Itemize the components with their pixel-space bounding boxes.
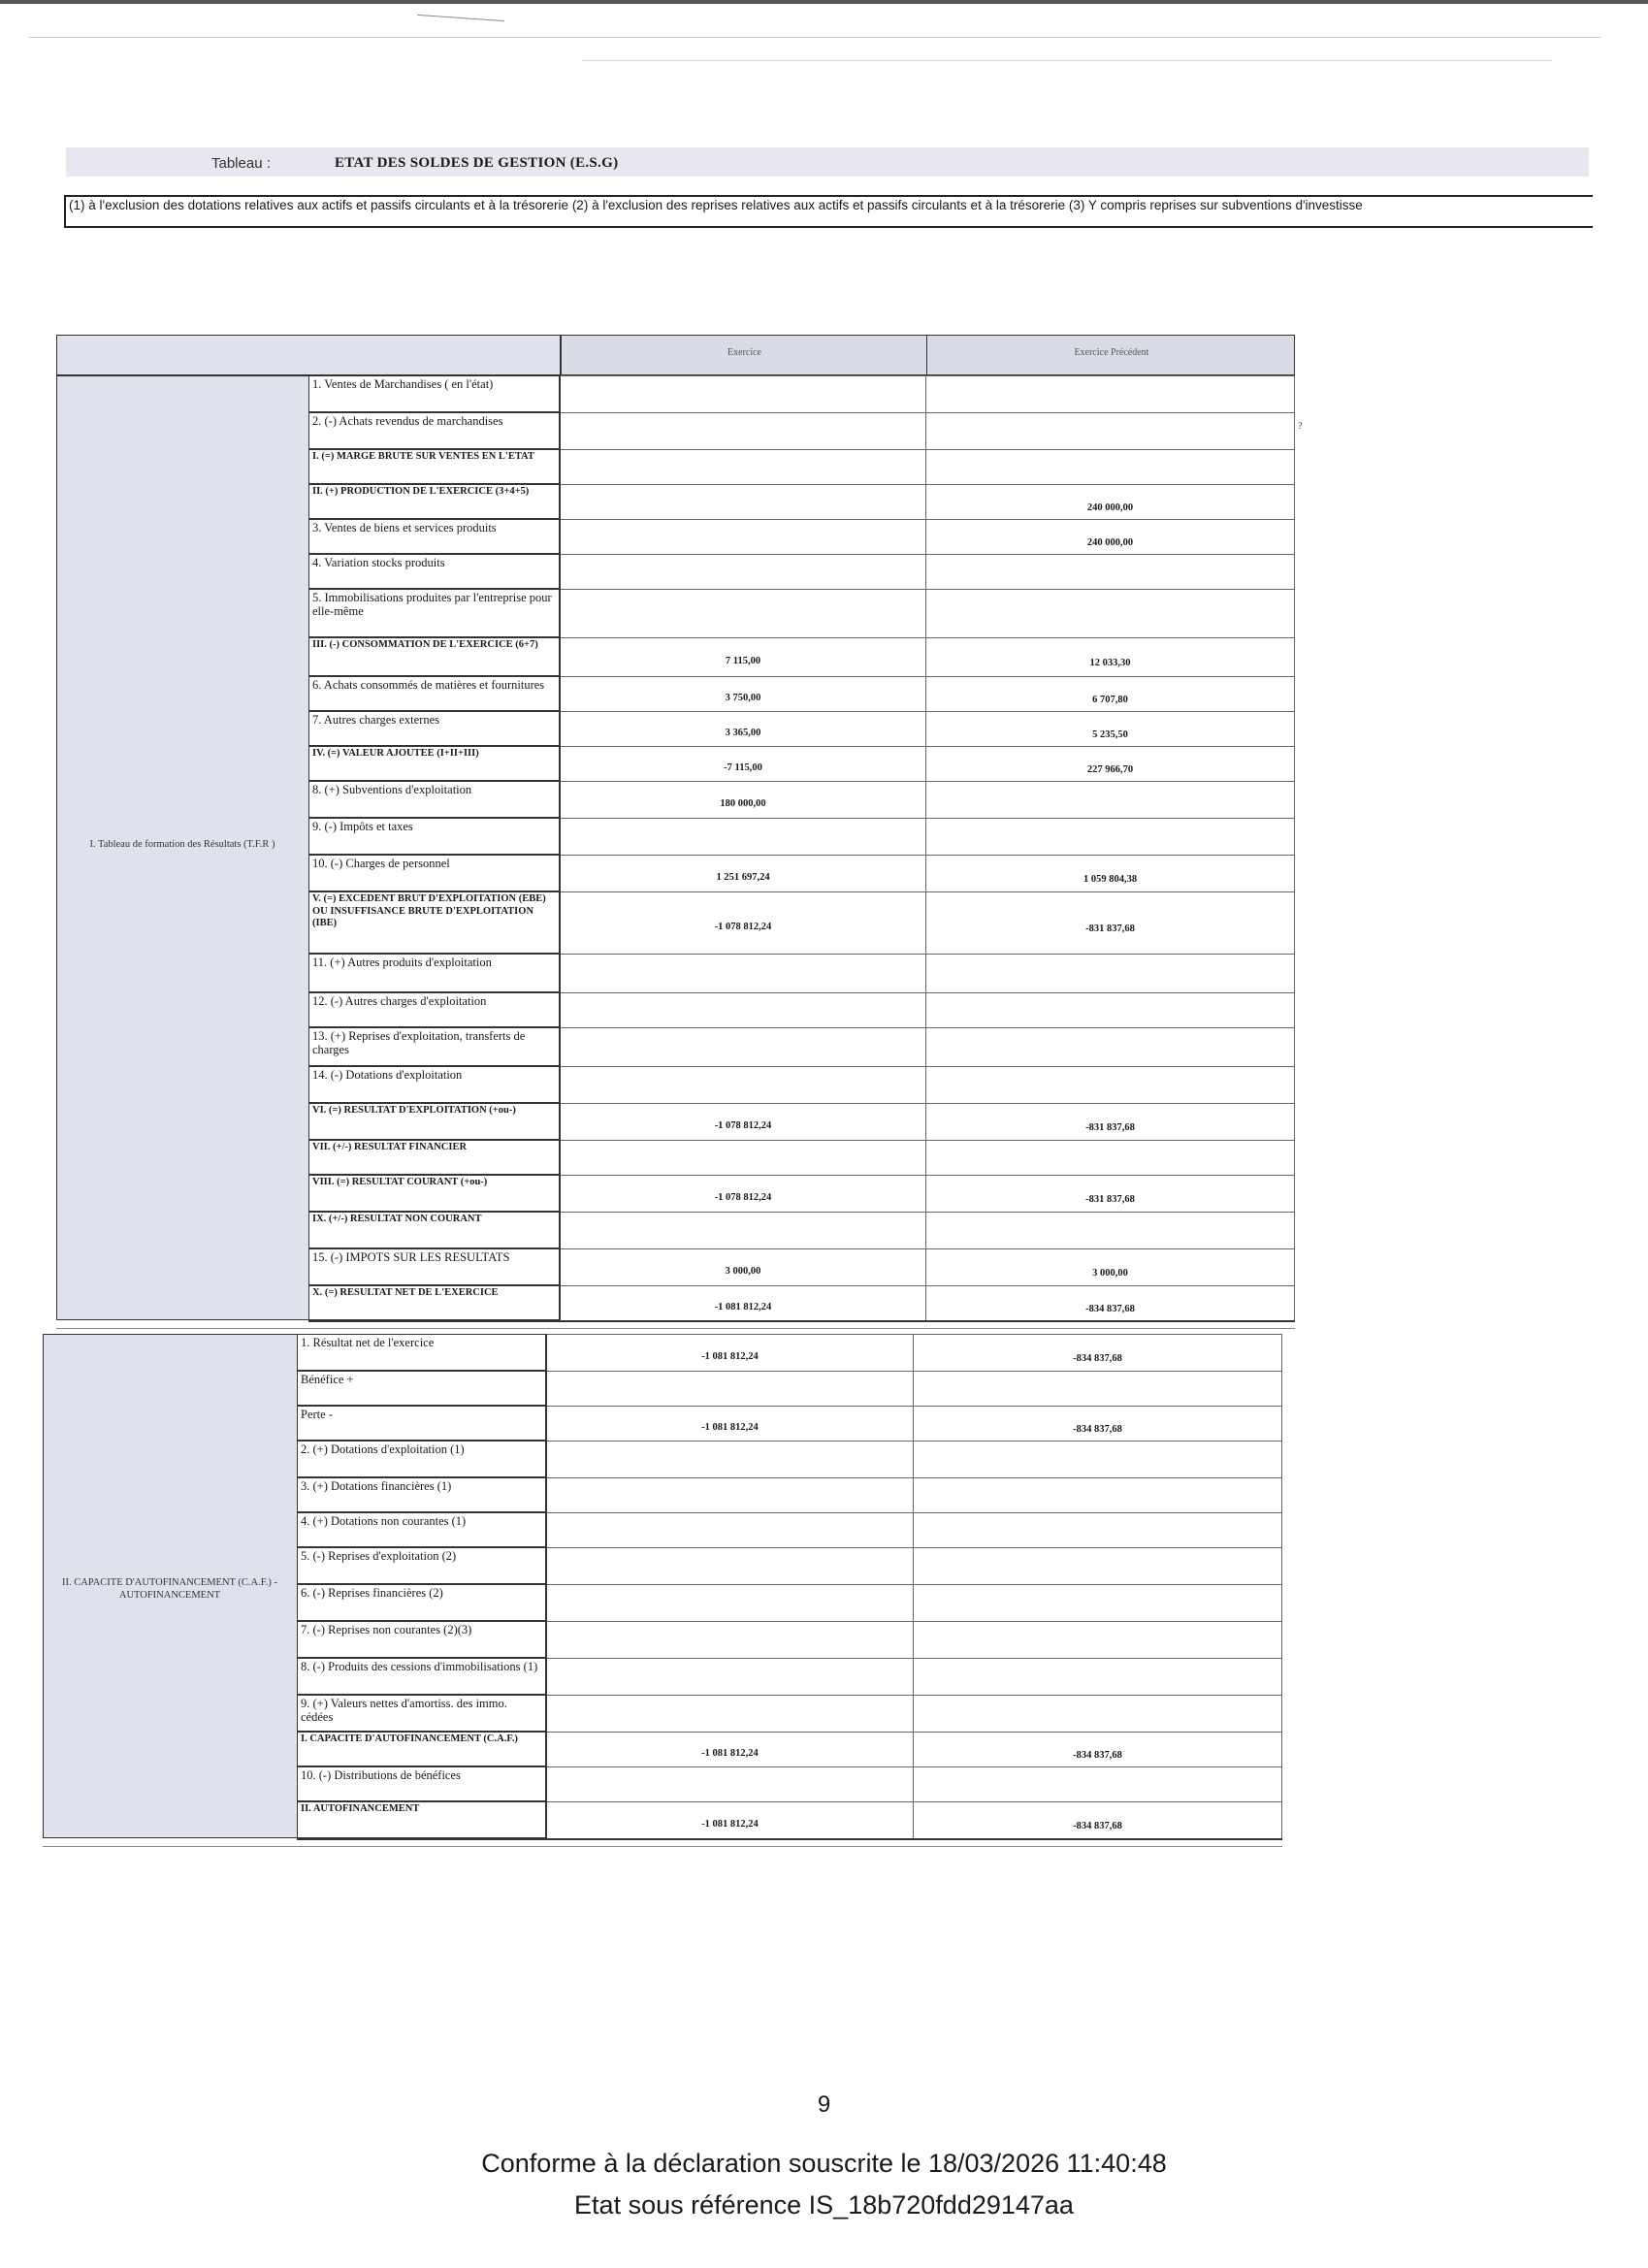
row-label: 1. Ventes de Marchandises ( en l'état)	[308, 375, 561, 412]
value-current	[561, 1175, 926, 1212]
value-previous	[926, 484, 1295, 519]
value-previous	[926, 1027, 1295, 1066]
row-label: X. (=) RESULTAT NET DE L'EXERCICE	[308, 1285, 561, 1320]
section-bottom-border	[308, 1320, 1295, 1322]
page-number: 9	[817, 2091, 831, 2118]
value-previous-text: 240 000,00	[1086, 502, 1134, 513]
value-previous	[914, 1512, 1282, 1547]
stray-mark: ?	[1298, 421, 1303, 432]
value-current-text: -1 081 812,24	[701, 1422, 759, 1433]
value-current	[547, 1512, 914, 1547]
value-previous	[926, 519, 1295, 554]
value-current	[547, 1766, 914, 1801]
tableau-header-band	[66, 147, 1589, 177]
value-current	[561, 746, 926, 781]
value-current	[561, 412, 926, 449]
row-label: 12. (-) Autres charges d'exploitation	[308, 992, 561, 1027]
value-current	[561, 1027, 926, 1066]
row-label: 9. (+) Valeurs nettes d'amortiss. des immo. cédées	[297, 1695, 547, 1732]
value-current	[561, 1103, 926, 1140]
value-previous-text: -831 837,68	[1085, 1122, 1135, 1133]
row-label: 8. (-) Produits des cessions d'immobilisations (1)	[297, 1658, 547, 1695]
value-previous	[914, 1658, 1282, 1695]
row-label: 4. (+) Dotations non courantes (1)	[297, 1512, 547, 1547]
value-previous-text: 6 707,80	[1092, 695, 1128, 705]
value-previous-text: 227 966,70	[1086, 764, 1134, 775]
tableau-title: ETAT DES SOLDES DE GESTION (E.S.G)	[335, 155, 619, 171]
value-current	[561, 554, 926, 589]
value-current	[547, 1695, 914, 1732]
value-current	[561, 449, 926, 484]
value-current-text: -1 081 812,24	[701, 1819, 759, 1830]
value-previous	[926, 412, 1295, 449]
conformity-statement: Conforme à la déclaration souscrite le 18/03/2026 11:40:48	[481, 2149, 1167, 2178]
value-current	[561, 1140, 926, 1175]
value-previous-text: -831 837,68	[1085, 923, 1135, 934]
column-divider	[561, 335, 562, 375]
value-current	[561, 676, 926, 711]
top-rule	[0, 0, 1648, 4]
value-previous	[926, 554, 1295, 589]
value-previous	[926, 449, 1295, 484]
value-current-text: -1 081 812,24	[714, 1302, 772, 1312]
value-current	[547, 1371, 914, 1406]
value-previous	[926, 855, 1295, 891]
scan-line	[582, 60, 1552, 61]
row-label: 1. Résultat net de l'exercice	[297, 1334, 547, 1371]
section-bottom-border	[43, 1846, 1282, 1847]
value-current	[561, 954, 926, 992]
row-label: 3. Ventes de biens et services produits	[308, 519, 561, 554]
value-previous	[914, 1584, 1282, 1621]
value-current	[547, 1477, 914, 1512]
row-label: 13. (+) Reprises d'exploitation, transferts de charges	[308, 1027, 561, 1066]
row-label: III. (-) CONSOMMATION DE L'EXERCICE (6+7)	[308, 637, 561, 676]
value-previous	[926, 992, 1295, 1027]
value-previous	[926, 676, 1295, 711]
value-current	[561, 818, 926, 855]
row-label: II. AUTOFINANCEMENT	[297, 1801, 547, 1838]
value-previous	[926, 1066, 1295, 1103]
row-label: 10. (-) Distributions de bénéfices	[297, 1766, 547, 1801]
section-bottom-border	[297, 1838, 1282, 1840]
value-current-text: -1 081 812,24	[701, 1748, 759, 1759]
value-previous-text: 3 000,00	[1092, 1268, 1128, 1279]
value-current-text: 7 115,00	[725, 656, 761, 666]
value-current-text: 3 750,00	[725, 693, 761, 703]
value-current	[547, 1732, 914, 1766]
scan-line	[29, 37, 1600, 38]
row-label: IV. (=) VALEUR AJOUTEE (I+II+III)	[308, 746, 561, 781]
value-previous	[926, 1175, 1295, 1212]
footnote-box	[64, 195, 1593, 228]
value-previous	[926, 711, 1295, 746]
row-label: IX. (+/-) RESULTAT NON COURANT	[308, 1212, 561, 1248]
value-current-text: -7 115,00	[724, 762, 762, 773]
value-previous	[914, 1695, 1282, 1732]
value-previous-text: 1 059 804,38	[1083, 874, 1138, 885]
value-previous	[914, 1406, 1282, 1441]
value-previous	[926, 375, 1295, 412]
footnote-text: (1) à l'exclusion des dotations relatives aux actifs et passifs circulants et à la trésorerie (2) à l'exclusion des reprises relatives aux actifs et passifs circulants et à la trésorerie (3) Y compris reprises sur subventions d'investisse	[69, 198, 1363, 212]
value-current	[547, 1441, 914, 1477]
value-previous	[914, 1766, 1282, 1801]
value-previous	[914, 1334, 1282, 1371]
value-previous	[926, 781, 1295, 818]
value-previous-text: 12 033,30	[1089, 658, 1131, 668]
row-label: 5. (-) Reprises d'exploitation (2)	[297, 1547, 547, 1584]
value-current	[547, 1801, 914, 1838]
row-label: VIII. (=) RESULTAT COURANT (+ou-)	[308, 1175, 561, 1212]
value-current-text: -1 081 812,24	[701, 1351, 759, 1362]
value-previous	[914, 1801, 1282, 1838]
value-previous	[926, 891, 1295, 954]
value-previous-text: 240 000,00	[1086, 537, 1134, 548]
row-label: 3. (+) Dotations financières (1)	[297, 1477, 547, 1512]
section-bottom-border	[56, 1328, 1295, 1329]
value-current	[561, 1066, 926, 1103]
value-previous-text: -834 837,68	[1073, 1821, 1122, 1831]
value-current	[561, 589, 926, 637]
row-label: 11. (+) Autres produits d'exploitation	[308, 954, 561, 992]
row-label: I. (=) MARGE BRUTE SUR VENTES EN L'ETAT	[308, 449, 561, 484]
value-current-text: -1 078 812,24	[714, 922, 772, 932]
row-label: Bénéfice +	[297, 1371, 547, 1406]
row-label: 9. (-) Impôts et taxes	[308, 818, 561, 855]
row-label: 4. Variation stocks produits	[308, 554, 561, 589]
value-previous-text: -831 837,68	[1085, 1194, 1135, 1205]
value-current-text: 1 251 697,24	[716, 872, 770, 883]
row-label: 5. Immobilisations produites par l'entreprise pour elle-même	[308, 589, 561, 637]
value-previous-text: 5 235,50	[1092, 729, 1128, 740]
row-label: II. (+) PRODUCTION DE L'EXERCICE (3+4+5)	[308, 484, 561, 519]
value-current-text: 180 000,00	[720, 798, 766, 809]
value-current	[561, 781, 926, 818]
value-previous	[926, 589, 1295, 637]
row-label: 7. (-) Reprises non courantes (2)(3)	[297, 1621, 547, 1658]
value-previous-text: -834 837,68	[1073, 1750, 1122, 1761]
value-current	[561, 855, 926, 891]
value-current-text: -1 078 812,24	[714, 1120, 772, 1131]
row-label: Perte -	[297, 1406, 547, 1441]
value-previous	[914, 1441, 1282, 1477]
value-previous	[926, 746, 1295, 781]
tableau-label: Tableau :	[211, 155, 271, 172]
value-current	[547, 1406, 914, 1441]
value-previous	[926, 637, 1295, 676]
value-current	[547, 1621, 914, 1658]
row-label: 2. (+) Dotations d'exploitation (1)	[297, 1441, 547, 1477]
row-label: I. CAPACITE D'AUTOFINANCEMENT (C.A.F.)	[297, 1732, 547, 1766]
row-label: 7. Autres charges externes	[308, 711, 561, 746]
value-previous	[914, 1477, 1282, 1512]
value-current-text: 3 000,00	[725, 1266, 761, 1277]
value-current	[547, 1584, 914, 1621]
value-previous	[914, 1547, 1282, 1584]
column-header-current: Exercice	[727, 347, 761, 358]
value-previous	[926, 1248, 1295, 1285]
value-current	[561, 992, 926, 1027]
value-previous	[926, 1285, 1295, 1320]
row-label: 15. (-) IMPOTS SUR LES RESULTATS	[308, 1248, 561, 1285]
row-label: VII. (+/-) RESULTAT FINANCIER	[308, 1140, 561, 1175]
reference-statement: Etat sous référence IS_18b720fdd29147aa	[574, 2190, 1074, 2219]
row-label: 10. (-) Charges de personnel	[308, 855, 561, 891]
section-title: II. CAPACITE D'AUTOFINANCEMENT (C.A.F.) - AUTOFINANCEMENT	[62, 1577, 277, 1602]
value-current	[547, 1658, 914, 1695]
value-current	[561, 1248, 926, 1285]
value-previous	[926, 1140, 1295, 1175]
row-label: VI. (=) RESULTAT D'EXPLOITATION (+ou-)	[308, 1103, 561, 1140]
value-previous	[914, 1621, 1282, 1658]
value-previous	[926, 1103, 1295, 1140]
value-current	[561, 891, 926, 954]
value-current-text: -1 078 812,24	[714, 1192, 772, 1203]
column-divider	[926, 335, 927, 375]
value-current	[561, 711, 926, 746]
scan-mark	[417, 15, 504, 21]
value-previous	[926, 818, 1295, 855]
row-label: V. (=) EXCEDENT BRUT D'EXPLOITATION (EBE) OU INSUFFISANCE BRUTE D'EXPLOITATION (IBE)	[308, 891, 561, 954]
column-header-previous: Exercice Précédent	[1074, 347, 1149, 358]
value-current	[561, 1285, 926, 1320]
value-current	[547, 1334, 914, 1371]
value-previous	[914, 1371, 1282, 1406]
value-current	[561, 375, 926, 412]
value-previous-text: -834 837,68	[1085, 1304, 1135, 1314]
row-label: 2. (-) Achats revendus de marchandises	[308, 412, 561, 449]
value-previous	[914, 1732, 1282, 1766]
row-label: 6. (-) Reprises financières (2)	[297, 1584, 547, 1621]
value-current	[561, 637, 926, 676]
row-label: 14. (-) Dotations d'exploitation	[308, 1066, 561, 1103]
value-current	[561, 519, 926, 554]
value-current	[561, 484, 926, 519]
value-current-text: 3 365,00	[725, 728, 761, 738]
value-previous-text: -834 837,68	[1073, 1353, 1122, 1364]
row-label: 6. Achats consommés de matières et fournitures	[308, 676, 561, 711]
value-current	[561, 1212, 926, 1248]
section-title: I. Tableau de formation des Résultats (T.F.R )	[89, 839, 275, 850]
value-current	[547, 1547, 914, 1584]
value-previous	[926, 1212, 1295, 1248]
value-previous	[926, 954, 1295, 992]
header-corner	[56, 335, 561, 375]
value-previous-text: -834 837,68	[1073, 1424, 1122, 1435]
row-label: 8. (+) Subventions d'exploitation	[308, 781, 561, 818]
